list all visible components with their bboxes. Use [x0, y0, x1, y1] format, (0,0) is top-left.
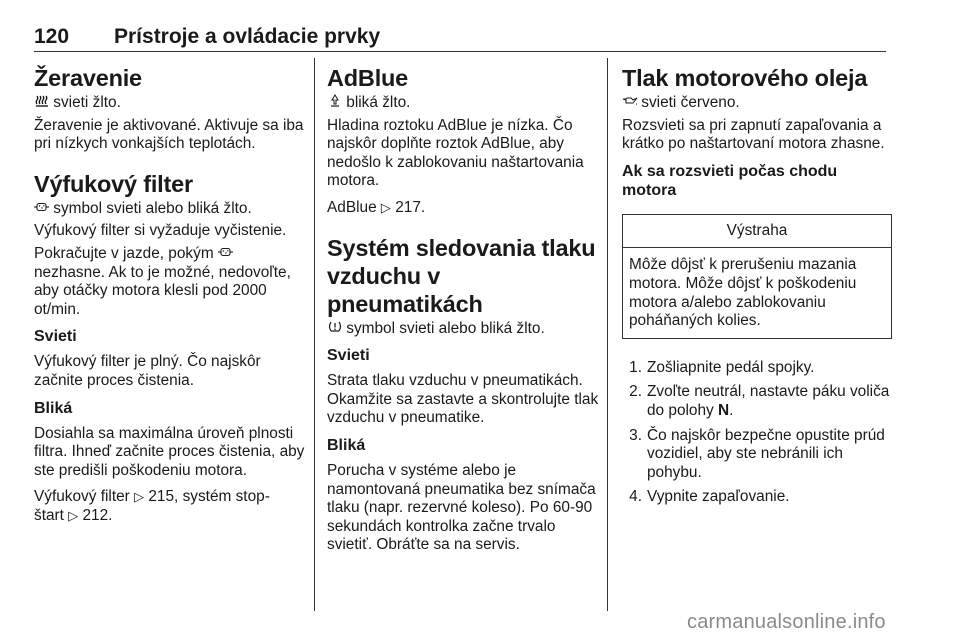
column-divider-2 — [607, 58, 608, 611]
paragraph: Porucha v systéme alebo je namontovaná pneumatika bez snímača tlaku (napr. rezervné koleso). Po 60-90 sekundách kontrolka začne trvalo svietiť. Obráťte sa na servis. — [327, 461, 596, 554]
adblue-icon — [327, 94, 342, 113]
paragraph: Hladina roztoku AdBlue je nízka. Čo najskôr doplňte roztok AdBlue, aby nedošlo k zablokovaniu naštartovania motora. — [327, 116, 584, 190]
subheading: Bliká — [34, 399, 73, 417]
column-2 — [327, 64, 599, 563]
section-exhaust-filter — [34, 170, 306, 526]
paragraph: Výfukový filter si vyžaduje vyčistenie. — [34, 222, 287, 240]
ref-label: Výfukový filter — [34, 488, 130, 506]
subheading: Svieti — [34, 328, 77, 346]
list-item: 1. Zošliapnite pedál spojky. — [629, 358, 815, 376]
status-text: symbol svieti alebo bliká žlto. — [346, 319, 545, 337]
list-item: 4. Vypnite zapaľovanie. — [629, 488, 790, 506]
paragraph: Rozsvieti sa pri zapnutí zapaľovania a krátko po naštartovaní motora zhasne. — [622, 116, 885, 153]
status-line — [34, 94, 306, 113]
list-item: 2. Zvoľte neutrál, nastavte páku voliča do polohy N. — [629, 383, 890, 419]
status-line — [622, 94, 892, 113]
status-text: bliká žlto. — [346, 94, 411, 111]
section-heading: Tlak motorového oleja — [622, 65, 868, 91]
ref-page: 217. — [395, 198, 426, 216]
cross-reference-arrow-icon: ▷ — [134, 489, 145, 505]
cross-reference-arrow-icon: ▷ — [68, 507, 79, 523]
warning-title: Výstraha — [623, 215, 891, 249]
tire-pressure-icon — [327, 320, 342, 339]
ref-label: AdBlue — [327, 198, 377, 216]
exhaust-filter-icon — [218, 245, 233, 264]
cross-reference — [34, 488, 306, 525]
subheading: Ak sa rozsvieti počas chodu motora — [622, 162, 838, 199]
status-text: svieti červeno. — [641, 94, 740, 111]
oil-pressure-icon — [622, 94, 637, 113]
paragraph: Výfukový filter je plný. Čo najskôr začnite proces čistenia. — [34, 353, 261, 389]
paragraph — [34, 245, 306, 319]
warning-text: Môže dôjsť k prerušeniu mazania motora. Môže dôjsť k poškodeniu motora a/alebo zablokovaniu poháňaných kolies. — [629, 256, 857, 330]
status-line — [327, 320, 599, 339]
ref-page: 212. — [82, 506, 113, 524]
section-glow — [34, 64, 306, 154]
section-heading: Žeravenie — [34, 65, 142, 91]
page-number: 120 — [34, 25, 70, 48]
paragraph: Žeravenie je aktivované. Aktivuje sa iba pri nízkych vonkajších teplotách. — [34, 116, 304, 153]
warning-box — [622, 214, 892, 339]
ref-page: 215, systém stop- — [148, 488, 270, 506]
steps-list — [622, 359, 892, 507]
page-title: Prístroje a ovládacie prvky — [114, 25, 381, 48]
section-heading: Výfukový filter — [34, 170, 193, 197]
status-text: svieti žlto. — [53, 94, 121, 111]
ref-label: štart — [34, 506, 64, 524]
column-1 — [34, 64, 306, 534]
paragraph: Dosiahla sa maximálna úroveň plnosti filtra. Ihneď začnite proces čistenia, aby ste predišli poškodeniu motora. — [34, 424, 305, 479]
subheading: Svieti — [327, 347, 370, 365]
paragraph: Strata tlaku vzduchu v pneumatikách. Okamžite sa zastavte a skontrolujte tlak vzduchu v pneumatike. — [327, 372, 599, 427]
status-text: symbol svieti alebo bliká žlto. — [53, 199, 252, 217]
watermark: carmanualsonline.info — [687, 611, 886, 633]
cross-reference — [327, 199, 599, 218]
page-header — [34, 22, 886, 52]
text-fragment: nezhasne. Ak to je možné, nedovoľte, aby otáčky motora klesli pod 2000 ot/min. — [34, 263, 291, 318]
section-heading: AdBlue — [327, 65, 409, 91]
column-divider-1 — [314, 58, 315, 611]
section-adblue — [327, 64, 599, 218]
glow-plug-icon — [34, 94, 49, 113]
status-line — [34, 200, 306, 219]
list-item: 3. Čo najskôr bezpečne opustite prúd vozidiel, aby ste nebránili ich pohybu. — [629, 426, 885, 481]
section-tire-pressure — [327, 234, 599, 555]
exhaust-filter-icon — [34, 200, 49, 219]
section-heading: Systém sledovania tlaku vzduchu v pneumatikách — [327, 234, 596, 317]
section-oil-pressure — [622, 64, 892, 507]
column-3 — [622, 64, 892, 513]
text-fragment: Pokračujte v jazde, pokým — [34, 244, 214, 262]
subheading: Bliká — [327, 436, 366, 454]
cross-reference-arrow-icon: ▷ — [380, 199, 391, 215]
status-line — [327, 94, 599, 113]
